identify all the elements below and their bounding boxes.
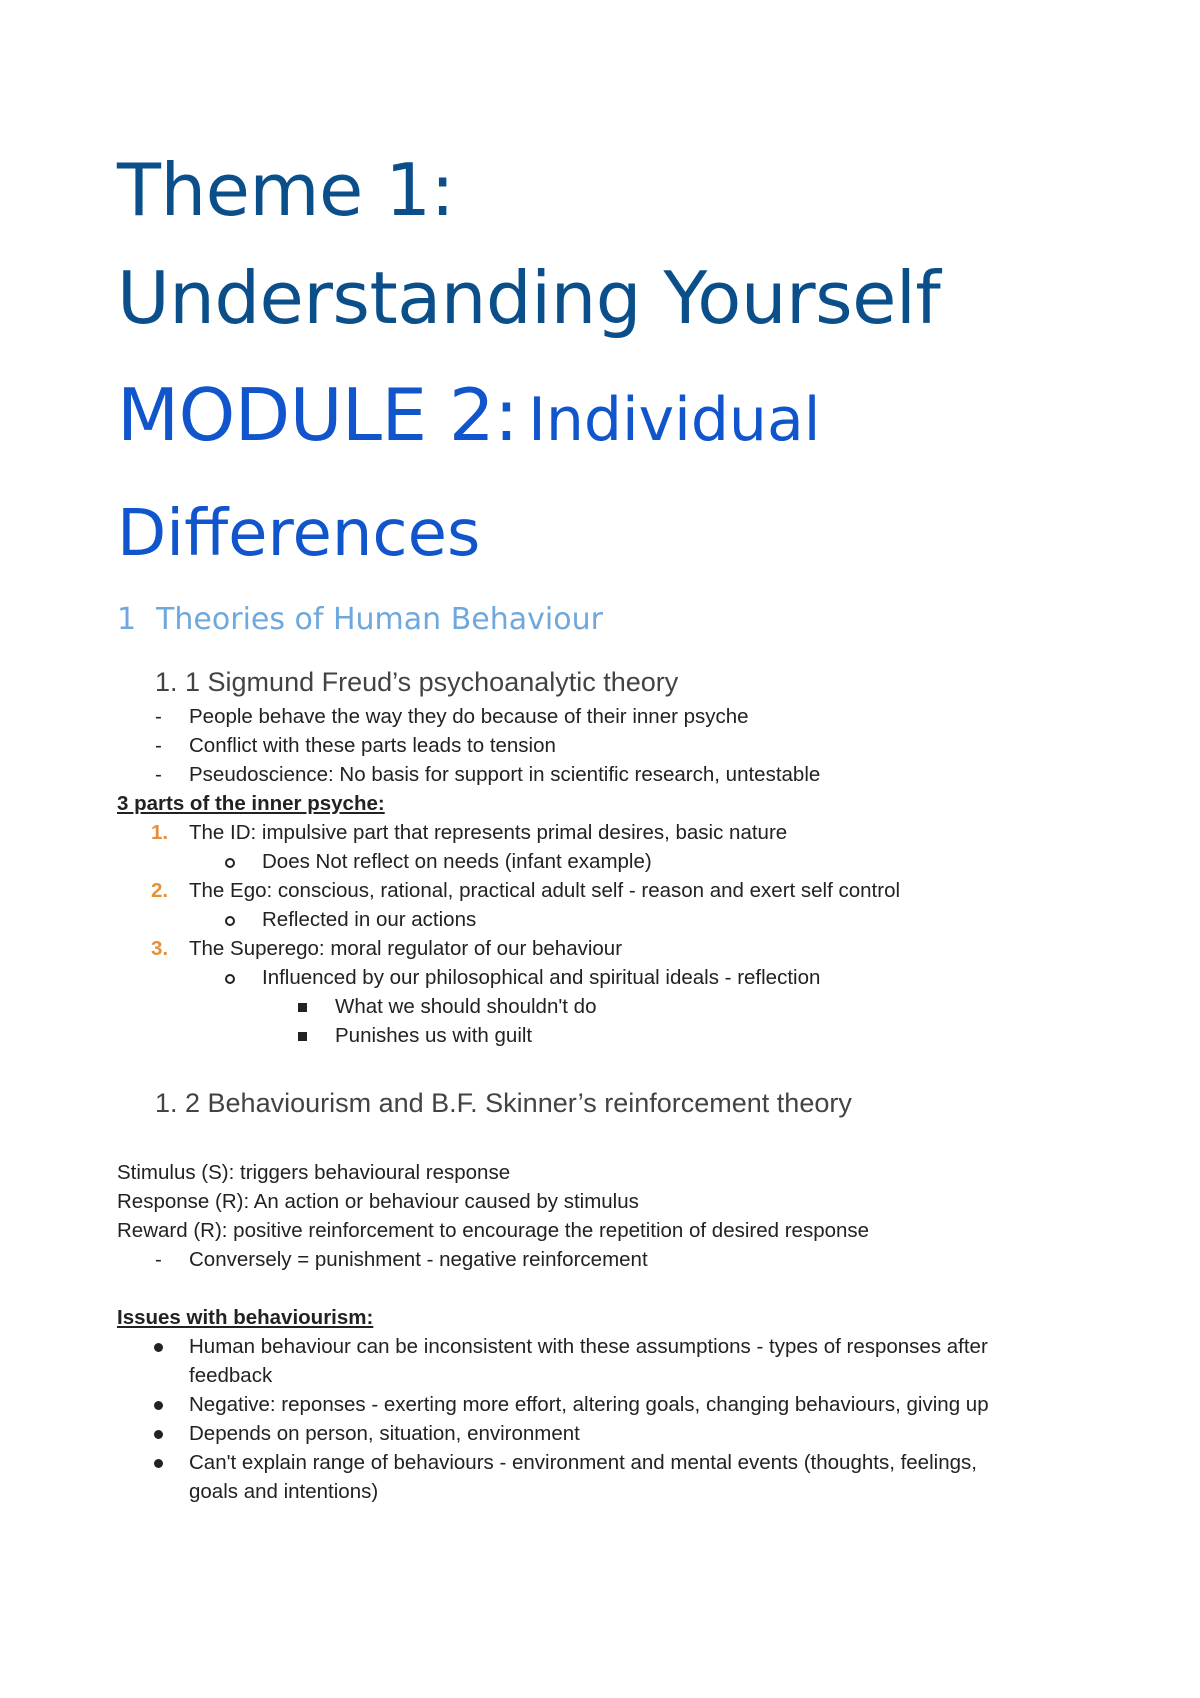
item-number: 2. [151,879,169,902]
sub-item-text: Reflected in our actions [262,908,477,931]
dash-marker: - [155,1248,162,1271]
circle-bullet-icon [225,916,235,926]
subsection-heading-behaviourism: 1. 2 Behaviourism and B.F. Skinner’s reinforcement theory [155,1088,852,1118]
dash-marker: - [155,705,162,728]
sub-sub-item-text: What we should shouldn't do [335,995,597,1018]
issue-text: Can't explain range of behaviours - environment and mental events (thoughts, feelings, [189,1451,977,1474]
issues-heading: Issues with behaviourism: [117,1306,374,1329]
module-label: MODULE 2: [117,373,518,457]
definition-line: Response (R): An action or behaviour caused by stimulus [117,1190,639,1213]
parts-heading: 3 parts of the inner psyche: [117,792,385,815]
item-text: The ID: impulsive part that represents primal desires, basic nature [189,821,788,844]
item-text: The Superego: moral regulator of our behaviour [189,937,623,960]
dash-marker: - [155,734,162,757]
module-name-part1: Individual [528,385,821,455]
square-bullet-icon [298,1003,307,1012]
issue-text: feedback [189,1364,273,1387]
module-heading [117,360,820,584]
title-line-2: Understanding Yourself [117,256,941,340]
section-number: 1 [117,602,137,637]
bullet-text: Pseudoscience: No basis for support in scientific research, untestable [189,763,821,786]
bullet-text: People behave the way they do because of their inner psyche [189,705,749,728]
square-bullet-icon [298,1032,307,1041]
issue-text: Negative: reponses - exerting more effort, altering goals, changing behaviours, giving up [189,1393,989,1416]
subsection-heading-freud: 1. 1 Sigmund Freud’s psychoanalytic theory [155,667,679,697]
sub-item-text: Does Not reflect on needs (infant example) [262,850,652,873]
disc-bullet-icon [154,1459,163,1468]
item-number: 1. [151,821,169,844]
module-name-part2: Differences [117,497,481,571]
title-line-1: Theme 1: [117,148,455,232]
bullet-text: Conversely = punishment - negative reinforcement [189,1248,648,1271]
sub-sub-item-text: Punishes us with guilt [335,1024,533,1047]
issue-text: Human behaviour can be inconsistent with these assumptions - types of responses after [189,1335,988,1358]
item-number: 3. [151,937,169,960]
section-title: Theories of Human Behaviour [156,602,603,637]
bullet-text: Conflict with these parts leads to tension [189,734,556,757]
item-text: The Ego: conscious, rational, practical adult self - reason and exert self control [189,879,901,902]
disc-bullet-icon [154,1343,163,1352]
sub-item-text: Influenced by our philosophical and spiritual ideals - reflection [262,966,821,989]
issue-text: goals and intentions) [189,1480,379,1503]
circle-bullet-icon [225,858,235,868]
definition-line: Stimulus (S): triggers behavioural response [117,1161,511,1184]
section-heading [117,600,603,640]
circle-bullet-icon [225,974,235,984]
issue-text: Depends on person, situation, environment [189,1422,580,1445]
disc-bullet-icon [154,1430,163,1439]
dash-marker: - [155,763,162,786]
disc-bullet-icon [154,1401,163,1410]
definition-line: Reward (R): positive reinforcement to encourage the repetition of desired response [117,1219,870,1242]
